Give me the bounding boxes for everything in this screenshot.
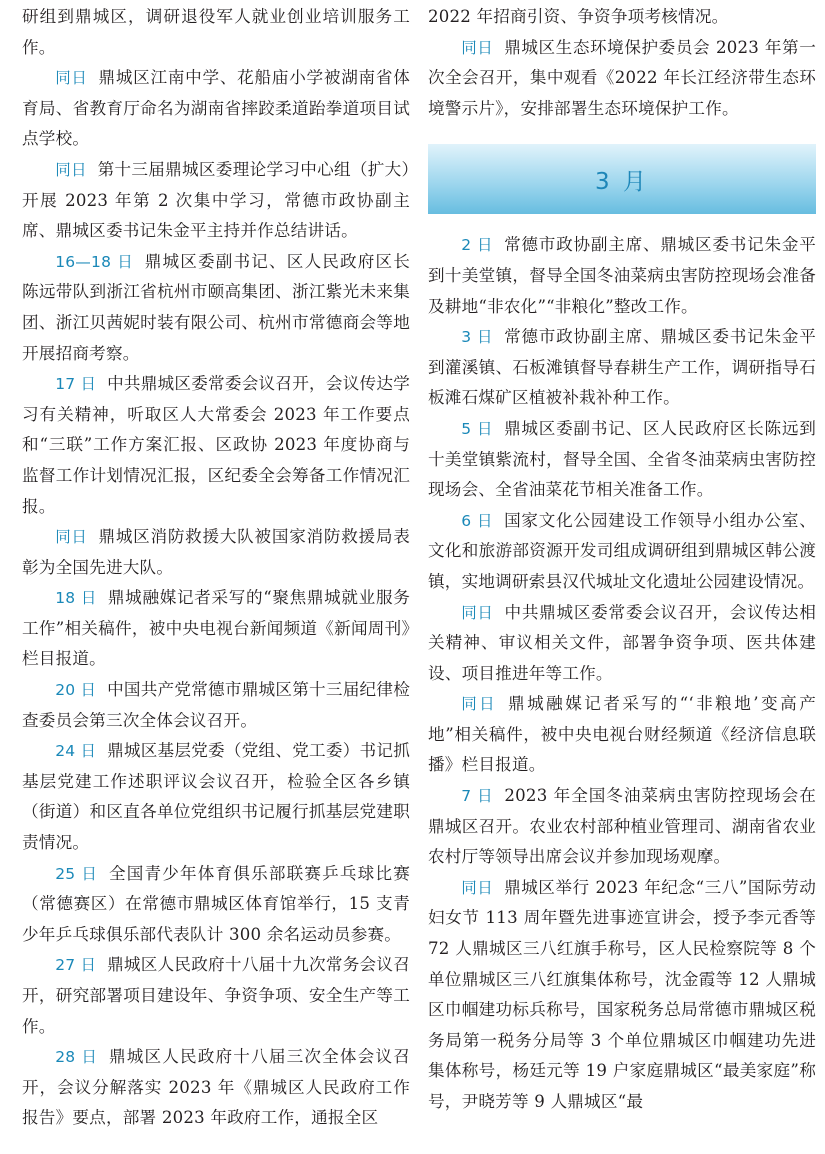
entry-date: 同日 (461, 38, 494, 57)
chronicle-entry (428, 414, 816, 506)
chronicle-entry (428, 873, 816, 1118)
entry-date: 同日 (461, 878, 494, 897)
entry-text: 鼎城区消防救援大队被国家消防救援局表彰为全国先进大队。 (22, 527, 410, 577)
entry-date: 27 日 (55, 956, 97, 975)
entry-text: 鼎城区人民政府十八届三次全体会议召开，会议分解落实 2023 年《鼎城区人民政府工作报告》要点，部署 2023 年政府工作，通报全区 (22, 1047, 410, 1128)
entry-date: 同日 (461, 603, 494, 622)
entry-date: 6 日 (461, 511, 494, 530)
chronicle-entry (22, 859, 410, 951)
entry-text: 2022 年招商引资、争资争项考核情况。 (428, 7, 729, 26)
left-column (22, 2, 410, 1134)
entry-text: 鼎城区人民政府十八届十九次常务会议召开，研究部署项目建设年、争资争项、安全生产等工作。 (22, 955, 410, 1036)
entry-text: 鼎城融媒记者采写的“‘非粮地’变高产地”相关稿件，被中央电视台财经频道《经济信息联播》栏目报道。 (428, 694, 816, 775)
entry-date: 同日 (55, 69, 88, 88)
entry-text: 2023 年全国冬油菜病虫害防控现场会在鼎城区召开。农业农村部种植业管理司、湖南省农业农村厅等领导出席会议并参加现场观摩。 (428, 786, 816, 867)
entry-text: 鼎城区江南中学、花船庙小学被湖南省体育局、省教育厅命名为湖南省摔跤柔道跆拳道项目试点学校。 (22, 68, 410, 149)
right-column (428, 2, 816, 1118)
chronicle-entry (428, 322, 816, 414)
entry-date: 28 日 (55, 1048, 99, 1067)
chronicle-entry (428, 506, 816, 598)
chronicle-entry (22, 247, 410, 369)
entry-date: 20 日 (55, 681, 97, 700)
right-column-bottom (428, 230, 816, 1117)
entry-date: 24 日 (55, 742, 97, 761)
entry-date: 同日 (55, 528, 88, 547)
entry-text: 中国共产党常德市鼎城区第十三届纪律检查委员会第三次全体会议召开。 (22, 680, 410, 730)
entry-date: 同日 (461, 695, 498, 714)
chronicle-entry (428, 781, 816, 873)
entry-text: 研组到鼎城区，调研退役军人就业创业培训服务工作。 (22, 7, 410, 57)
chronicle-entry (22, 2, 410, 63)
entry-date: 18 日 (55, 589, 98, 608)
entry-date: 25 日 (55, 864, 99, 883)
entry-text: 常德市政协副主席、鼎城区委书记朱金平到十美堂镇，督导全国冬油菜病虫害防控现场会准备及耕地“非农化”“非粮化”整改工作。 (428, 235, 816, 316)
entry-text: 第十三届鼎城区委理论学习中心组（扩大）开展 2023 年第 2 次集中学习，常德市政协副主席、鼎城区委书记朱金平主持并作总结讲话。 (22, 159, 411, 241)
entry-date: 7 日 (461, 787, 494, 806)
entry-date: 同日 (55, 160, 87, 179)
entry-text: 中共鼎城区委常委会议召开，会议传达相关精神、审议相关文件，部署争资争项、医共体建设、项目推进年等工作。 (428, 602, 816, 683)
entry-text: 中共鼎城区委常委会议召开，会议传达学习有关精神，听取区人大常委会 2023 年工作要点和“三联”工作方案汇报、区政协 2023 年度协商与监督工作计划情况汇报，区纪委全会筹备工作情况汇报。 (22, 374, 410, 516)
entry-date: 17 日 (55, 375, 97, 394)
entry-text: 国家文化公园建设工作领导小组办公室、文化和旅游部资源开发司组成调研组到鼎城区韩公渡镇，实地调研索县汉代城址文化遗址公园建设情况。 (428, 510, 816, 591)
chronicle-entry (22, 155, 410, 247)
entry-text: 常德市政协副主席、鼎城区委书记朱金平到灌溪镇、石板滩镇督导春耕生产工作，调研指导石板滩石煤矿区植被补栽补种工作。 (428, 327, 816, 408)
entry-text: 鼎城融媒记者采写的“聚焦鼎城就业服务工作”相关稿件，被中央电视台新闻频道《新闻周刊》栏目报道。 (22, 588, 410, 669)
chronicle-entry (22, 950, 410, 1042)
entry-date: 3 日 (461, 328, 494, 347)
month-banner-label: 3 月 (595, 168, 649, 195)
chronicle-entry (428, 2, 816, 33)
entry-text: 鼎城区举行 2023 年纪念“三八”国际劳动妇女节 113 周年暨先进事迹宣讲会，授予李元香等 72 人鼎城区三八红旗手称号，区人民检察院等 8 个单位鼎城区三八红旗集体称号，沈金霞等 12 人鼎城区巾帼建功标兵称号，国家税务总局常德市鼎城区税务局第一税务分局等 3 个单位鼎城区巾帼建功先进集体称号，杨廷元等 19 户家庭鼎城区“最美家庭”称号，尹晓芳等 9 人鼎城区“最 (428, 877, 816, 1111)
month-banner (428, 144, 816, 214)
chronicle-entry (22, 736, 410, 858)
entry-text: 鼎城区委副书记、区人民政府区长陈远带队到浙江省杭州市颐高集团、浙江紫光未来集团、浙江贝茜妮时装有限公司、杭州市常德商会等地开展招商考察。 (22, 251, 410, 363)
chronicle-entry (22, 675, 410, 736)
entry-date: 5 日 (461, 419, 494, 438)
chronicle-entry (428, 230, 816, 322)
chronicle-entry (22, 369, 410, 522)
chronicle-entry (22, 583, 410, 675)
chronicle-entry (428, 33, 816, 125)
entry-text: 鼎城区基层党委（党组、党工委）书记抓基层党建工作述职评议会议召开，检验全区各乡镇（街道）和区直各单位党组织书记履行抓基层党建职责情况。 (22, 741, 410, 853)
entry-text: 鼎城区委副书记、区人民政府区长陈远到十美堂镇紫流村，督导全国、全省冬油菜病虫害防控现场会、全省油菜花节相关准备工作。 (428, 418, 816, 500)
entry-date: 2 日 (461, 236, 494, 255)
right-column-top (428, 2, 816, 124)
chronicle-entry (22, 1042, 410, 1134)
chronicle-entry (428, 689, 816, 781)
chronicle-entry (22, 63, 410, 155)
chronicle-entry (22, 522, 410, 583)
entry-text: 鼎城区生态环境保护委员会 2023 年第一次全会召开，集中观看《2022 年长江经济带生态环境警示片》，安排部署生态环境保护工作。 (428, 37, 817, 118)
entry-date: 16—18 日 (55, 252, 134, 271)
chronicle-entry (428, 598, 816, 690)
entry-text: 全国青少年体育俱乐部联赛乒乓球比赛（常德赛区）在常德市鼎城区体育馆举行，15 支青少年乒乓球俱乐部代表队计 300 余名运动员参赛。 (22, 863, 410, 944)
